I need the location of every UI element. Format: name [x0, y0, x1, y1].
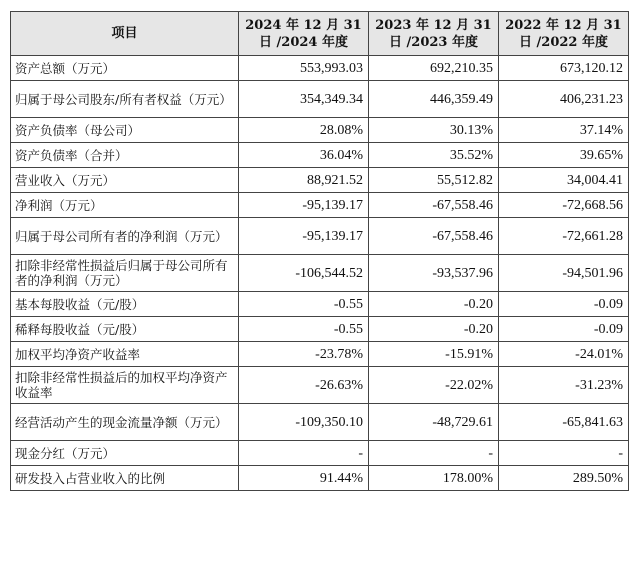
cell-2024: -26.63%: [239, 367, 369, 404]
cell-2023: -67,558.46: [369, 218, 499, 255]
row-label: 扣除非经常性损益后的加权平均净资产收益率: [11, 367, 239, 404]
cell-2024: -0.55: [239, 292, 369, 317]
row-label: 经营活动产生的现金流量净额（万元）: [11, 404, 239, 441]
row-label: 研发投入占营业收入的比例: [11, 466, 239, 491]
cell-2023: 30.13%: [369, 118, 499, 143]
row-label: 加权平均净资产收益率: [11, 342, 239, 367]
row-label: 现金分红（万元）: [11, 441, 239, 466]
cell-2024: 91.44%: [239, 466, 369, 491]
table-row: [11, 218, 629, 255]
cell-2024: -95,139.17: [239, 193, 369, 218]
cell-2023: -: [369, 441, 499, 466]
cell-2023: 692,210.35: [369, 56, 499, 81]
table-body: [11, 56, 629, 491]
cell-2022: 673,120.12: [499, 56, 629, 81]
cell-2023: 178.00%: [369, 466, 499, 491]
header-2022: 2022 年 12 月 31 日 /2022 年度: [499, 12, 629, 56]
cell-2023: -67,558.46: [369, 193, 499, 218]
header-row: [11, 12, 629, 56]
cell-2022: 39.65%: [499, 143, 629, 168]
table-row: [11, 168, 629, 193]
header-2024: 2024 年 12 月 31 日 /2024 年度: [239, 12, 369, 56]
table-row: [11, 118, 629, 143]
row-label: 资产负债率（母公司）: [11, 118, 239, 143]
table-row: [11, 466, 629, 491]
cell-2024: -109,350.10: [239, 404, 369, 441]
cell-2022: -0.09: [499, 292, 629, 317]
cell-2024: 88,921.52: [239, 168, 369, 193]
cell-2022: -72,661.28: [499, 218, 629, 255]
cell-2022: -: [499, 441, 629, 466]
cell-2023: 55,512.82: [369, 168, 499, 193]
cell-2022: -94,501.96: [499, 255, 629, 292]
row-label: 归属于母公司所有者的净利润（万元）: [11, 218, 239, 255]
cell-2024: 553,993.03: [239, 56, 369, 81]
table-row: [11, 317, 629, 342]
header-item: 项目: [11, 12, 239, 56]
table-row: [11, 193, 629, 218]
cell-2022: 289.50%: [499, 466, 629, 491]
cell-2022: -24.01%: [499, 342, 629, 367]
cell-2024: -106,544.52: [239, 255, 369, 292]
cell-2023: -15.91%: [369, 342, 499, 367]
table-row: [11, 367, 629, 404]
financial-indicators-table: [10, 11, 629, 491]
cell-2023: 35.52%: [369, 143, 499, 168]
cell-2022: -31.23%: [499, 367, 629, 404]
cell-2022: 406,231.23: [499, 81, 629, 118]
table-header: [11, 12, 629, 56]
table-row: [11, 342, 629, 367]
financial-table-container: [10, 11, 629, 491]
cell-2023: -22.02%: [369, 367, 499, 404]
cell-2024: 354,349.34: [239, 81, 369, 118]
cell-2023: 446,359.49: [369, 81, 499, 118]
cell-2024: -23.78%: [239, 342, 369, 367]
cell-2023: -48,729.61: [369, 404, 499, 441]
cell-2024: 36.04%: [239, 143, 369, 168]
row-label: 资产负债率（合并）: [11, 143, 239, 168]
header-2023: 2023 年 12 月 31 日 /2023 年度: [369, 12, 499, 56]
row-label: 资产总额（万元）: [11, 56, 239, 81]
row-label: 营业收入（万元）: [11, 168, 239, 193]
cell-2023: -0.20: [369, 292, 499, 317]
row-label: 稀释每股收益（元/股）: [11, 317, 239, 342]
cell-2023: -93,537.96: [369, 255, 499, 292]
row-label: 扣除非经常性损益后归属于母公司所有者的净利润（万元）: [11, 255, 239, 292]
table-row: [11, 255, 629, 292]
table-row: [11, 292, 629, 317]
row-label: 基本每股收益（元/股）: [11, 292, 239, 317]
table-row: [11, 404, 629, 441]
table-row: [11, 441, 629, 466]
cell-2022: -72,668.56: [499, 193, 629, 218]
row-label: 归属于母公司股东/所有者权益（万元）: [11, 81, 239, 118]
cell-2022: -65,841.63: [499, 404, 629, 441]
cell-2023: -0.20: [369, 317, 499, 342]
cell-2022: -0.09: [499, 317, 629, 342]
cell-2024: -95,139.17: [239, 218, 369, 255]
cell-2022: 34,004.41: [499, 168, 629, 193]
table-row: [11, 143, 629, 168]
cell-2024: -0.55: [239, 317, 369, 342]
row-label: 净利润（万元）: [11, 193, 239, 218]
cell-2024: -: [239, 441, 369, 466]
table-row: [11, 81, 629, 118]
cell-2024: 28.08%: [239, 118, 369, 143]
table-row: [11, 56, 629, 81]
cell-2022: 37.14%: [499, 118, 629, 143]
